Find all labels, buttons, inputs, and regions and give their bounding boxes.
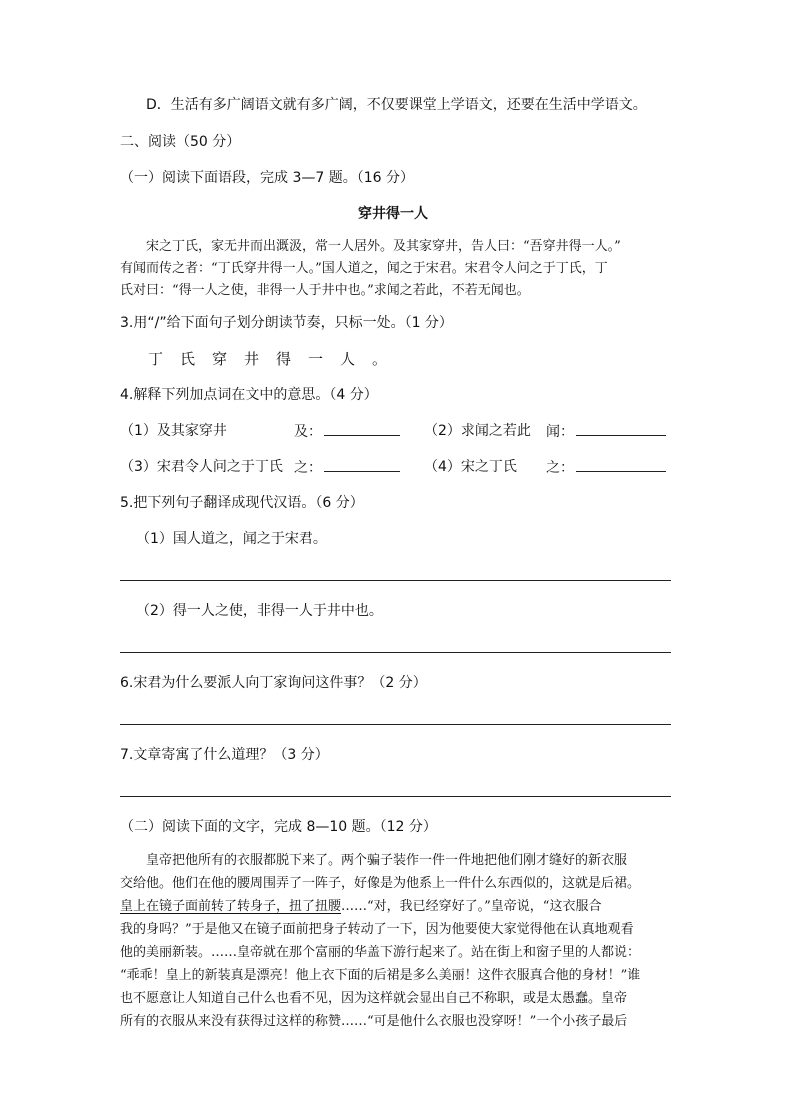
answer-line[interactable] [120,796,671,797]
q4-item-word: 闻： [546,424,574,440]
passage-line: 宋之丁氏，家无井而出溉汲，常一人居外。及其家穿井，告人曰：“吾穿井得一人。” [146,239,621,254]
q4-item-answer [294,457,400,478]
passage-line: “乖乖！皇上的新装真是漂亮！他上衣下面的后裙是多么美丽！这件衣服真合他的身材！”谁 [120,968,641,983]
answer-blank[interactable] [576,457,666,472]
passage-title: 穿井得一人 [358,206,428,222]
q4-item-word: 之： [294,460,322,476]
question-4: 4.解释下列加点词在文中的意思。（4 分） [120,387,378,403]
question-3: 3.用“/”给下面句子划分朗读节奏，只标一处。（1 分） [120,315,453,331]
option-d: D．生活有多广阔语文就有多广阔，不仅要课堂上学语文，还要在生活中学语文。 [146,97,647,113]
passage-line: 皇帝把他所有的衣服都脱下来了。两个骗子装作一件一件地把他们刚才缝好的新衣服 [146,853,628,868]
answer-line[interactable] [120,652,671,653]
question-6: 6.宋君为什么要派人向丁家询问这件事？（2 分） [120,675,427,691]
passage-line: 也不愿意让人知道自己什么也看不见，因为这样就会显出自己不称职，或是太愚蠢。皇帝 [120,991,628,1006]
passage-text: ……“对，我已经穿好了。”皇帝说，“这衣服合 [341,899,602,914]
question-7: 7.文章寄寓了什么道理？（3 分） [120,747,329,763]
passage-line: 我的身吗？”于是他又在镜子面前把身子转动了一下，因为他要使大家觉得他在认真地观看 [120,922,634,937]
answer-blank[interactable] [576,421,666,436]
q3-sentence: 丁氏穿井得一人。 [148,350,405,368]
part1-heading: （一）阅读下面语段，完成 3—7 题。（16 分） [120,170,414,186]
q4-item-answer [546,421,666,442]
q5-item: （1）国人道之，闻之于宋君。 [136,531,327,547]
passage-line: 有闻而传之者：“丁氏穿井得一人。”国人道之，闻之于宋君。宋君令人问之于丁氏，丁 [120,261,608,276]
q4-item-phrase: （2）求闻之若此 [424,423,531,439]
section-heading: 二、阅读（50 分） [120,134,241,150]
q4-item-phrase: （3）宋君令人问之于丁氏 [120,459,283,475]
part2-heading: （二）阅读下面的文字，完成 8—10 题。（12 分） [120,819,437,835]
passage-line [120,897,601,917]
question-5: 5.把下列句子翻译成现代汉语。（6 分） [120,495,364,511]
passage-line: 所有的衣服从来没有获得过这样的称赞……“可是他什么衣服也没穿呀！”一个小孩子最后 [120,1014,628,1029]
q4-item-phrase: （1）及其家穿井 [120,423,227,439]
passage-line: 交给他。他们在他的腰周围弄了一阵子，好像是为他系上一件什么东西似的，这就是后裙。 [120,876,641,891]
q4-item-answer [546,457,666,478]
q4-item-phrase: （4）宋之丁氏 [424,459,517,475]
q5-item: （2）得一人之使，非得一人于井中也。 [136,603,383,619]
passage-line: 氏对曰：“得一人之使，非得一人于井中也。”求闻之若此，不若无闻也。 [120,283,530,298]
q4-item-word: 及： [294,424,322,440]
passage-line: 他的美丽新装。……皇帝就在那个富丽的华盖下游行起来了。站在街上和窗子里的人都说： [120,945,641,960]
answer-blank[interactable] [324,457,400,472]
answer-line[interactable] [120,580,671,581]
q4-item-answer [294,421,400,442]
answer-line[interactable] [120,724,671,725]
underlined-sentence: 皇上在镜子面前转了转身子，扭了扭腰 [120,899,342,914]
q4-item-word: 之： [546,460,574,476]
answer-blank[interactable] [324,421,400,436]
